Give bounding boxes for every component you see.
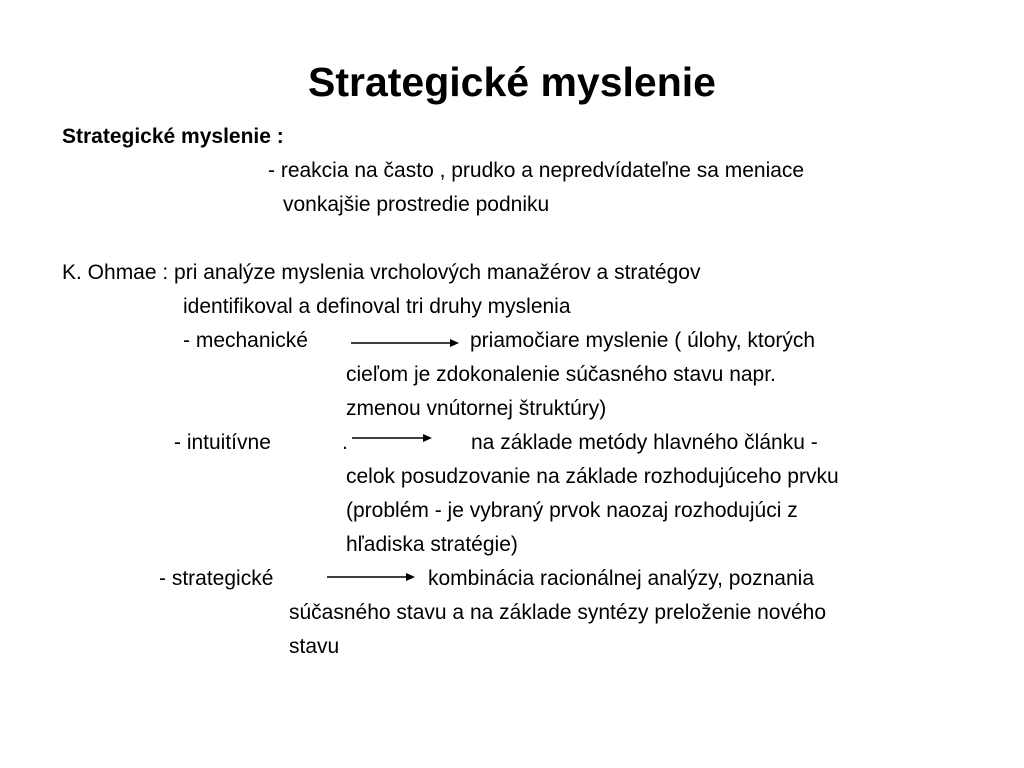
slide-subtitle: Strategické myslenie :: [62, 125, 284, 148]
text-line: celok posudzovanie na základe rozhodujúceho prvku: [346, 465, 839, 488]
right-arrow-icon: [351, 337, 459, 349]
intuitive-dot: .: [342, 431, 348, 454]
right-arrow-icon: [352, 432, 432, 444]
text-line: stavu: [289, 635, 340, 658]
text-line: - reakcia na často , prudko a nepredvídateľne sa meniace: [268, 159, 805, 182]
mechanical-description: priamočiare myslenie ( úlohy, ktorých: [470, 329, 816, 352]
text-line: súčasného stavu a na základe syntézy preloženie nového: [289, 601, 827, 624]
text-line: cieľom je zdokonalenie súčasného stavu napr.: [346, 363, 776, 386]
text-line: hľadiska stratégie): [346, 533, 518, 556]
strategic-description: kombinácia racionálnej analýzy, poznania: [428, 567, 815, 590]
intuitive-description: na základe metódy hlavného článku -: [471, 431, 818, 454]
intuitive-label: - intuitívne: [174, 431, 271, 454]
mechanical-label: - mechanické: [183, 329, 308, 352]
strategic-label: - strategické: [159, 567, 274, 590]
text-line: identifikoval a definoval tri druhy myslenia: [183, 295, 571, 318]
text-line: vonkajšie prostredie podniku: [283, 193, 550, 216]
text-line: zmenou vnútornej štruktúry): [346, 397, 607, 420]
slide-title: Strategické myslenie: [308, 59, 716, 105]
text-line: K. Ohmae : pri analýze myslenia vrcholových manažérov a stratégov: [62, 261, 701, 284]
text-line: (problém - je vybraný prvok naozaj rozhodujúci z: [346, 499, 798, 522]
right-arrow-icon: [327, 571, 415, 583]
